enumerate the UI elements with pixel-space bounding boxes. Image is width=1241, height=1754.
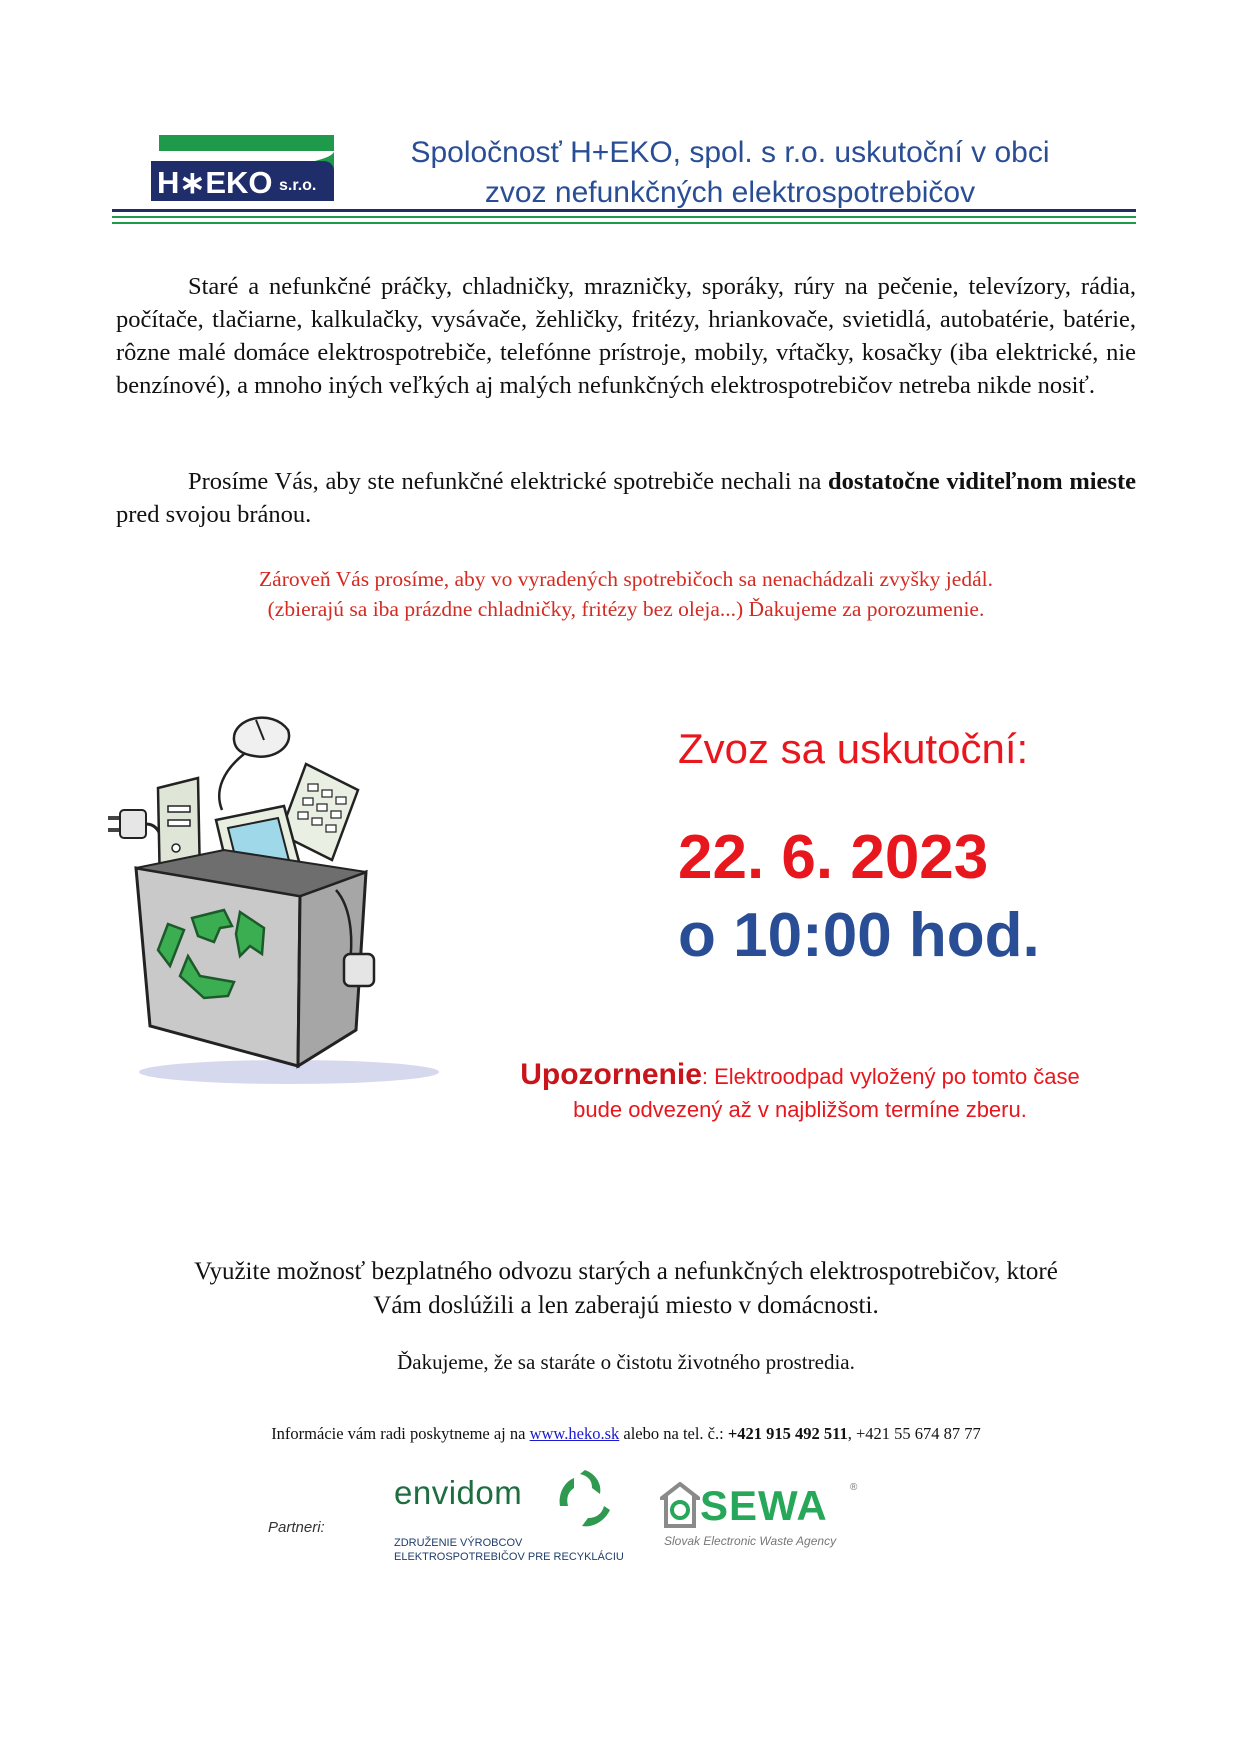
- sewa-house-icon: [660, 1482, 700, 1530]
- sewa-subtitle: Slovak Electronic Waste Agency: [664, 1534, 837, 1548]
- header-rule-green-2: [112, 222, 1136, 224]
- envidom-logo: [394, 1466, 624, 1576]
- phone-primary: +421 915 492 511: [727, 1424, 848, 1443]
- envidom-subtitle: ZDRUŽENIE VÝROBCOV ELEKTROSPOTREBIČOV PRE RECYKLÁCIU: [394, 1537, 624, 1563]
- phone-secondary: , +421 55 674 87 77: [847, 1424, 981, 1443]
- late-drop-warning: [440, 1058, 1160, 1126]
- free-pickup-text: Využite možnosť bezplatného odvozu starých a nefunkčných elektrospotrebičov, ktoré Vám doslúžili a len zaberajú miesto v domácnosti.: [194, 1258, 1058, 1319]
- sewa-registered: ®: [850, 1482, 858, 1493]
- partners-label: Partneri:: [268, 1519, 325, 1536]
- header-rule-navy: [112, 209, 1136, 212]
- intro-paragraph: Staré a nefunkčné práčky, chladničky, mrazničky, sporáky, rúry na pečenie, televízory, rádia, počítače, tlačiarne, kalkulačky, vysávače, žehličky, fritézy, hriankovače, svietidlá, autobatérie, batérie, rôzne malé domáce elektrospotrebiče, telefónne prístroje, mobily, vŕtačky, kosačky (iba elektrické, nie benzínové), a mnoho iných veľkých aj malých nefunkčných elektrospotrebičov netreba nikde nosiť.: [116, 273, 1136, 399]
- header-rule-green-1: [112, 216, 1136, 218]
- envidom-recycle-icon: [552, 1466, 618, 1532]
- page-title: [360, 133, 1100, 213]
- warning-title: Upozornenie: [520, 1058, 702, 1091]
- pickup-time: o 10:00 hod.: [678, 901, 1040, 970]
- heko-website-link[interactable]: www.heko.sk: [529, 1424, 620, 1443]
- contact-info: Informácie vám radi poskytneme aj na www.heko.sk alebo na tel. č.: +421 915 492 511, +421 55 674 87 77: [271, 1424, 981, 1443]
- title-line-1: Spoločnosť H+EKO, spol. s r.o. uskutoční v obci: [410, 136, 1050, 169]
- food-remains-note: Zároveň Vás prosíme, aby vo vyradených spotrebičoch sa nenachádzali zvyšky jedál. (zbierajú sa iba prázdne chladničky, fritézy bez oleja...) Ďakujeme za porozumenie.: [259, 567, 993, 621]
- warning-text-1: : Elektroodpad vyložený po tomto čase: [701, 1064, 1080, 1089]
- warning-text-2: bude odvezený až v najbližšom termíne zberu.: [573, 1097, 1027, 1122]
- recycle-bin-illustration: [104, 710, 464, 1090]
- pickup-label: Zvoz sa uskutoční:: [678, 725, 1029, 772]
- thanks-text: Ďakujeme, že sa staráte o čistotu životného prostredia.: [397, 1350, 855, 1374]
- request-paragraph: Prosíme Vás, aby ste nefunkčné elektrické spotrebiče nechali na dostatočne viditeľnom mieste pred svojou bránou.: [116, 468, 1136, 528]
- sewa-logo: [660, 1482, 860, 1562]
- sewa-name: SEWA: [700, 1482, 828, 1529]
- logo-sro: s.r.o.: [279, 177, 317, 194]
- heko-logo: [151, 135, 334, 201]
- title-line-2: zvoz nefunkčných elektrospotrebičov: [484, 176, 976, 209]
- envidom-name: envidom: [394, 1474, 523, 1511]
- emphasis-visible-place: dostatočne viditeľnom mieste: [828, 468, 1136, 495]
- logo-text: H∗EKO: [157, 165, 273, 200]
- pickup-date: 22. 6. 2023: [678, 823, 989, 892]
